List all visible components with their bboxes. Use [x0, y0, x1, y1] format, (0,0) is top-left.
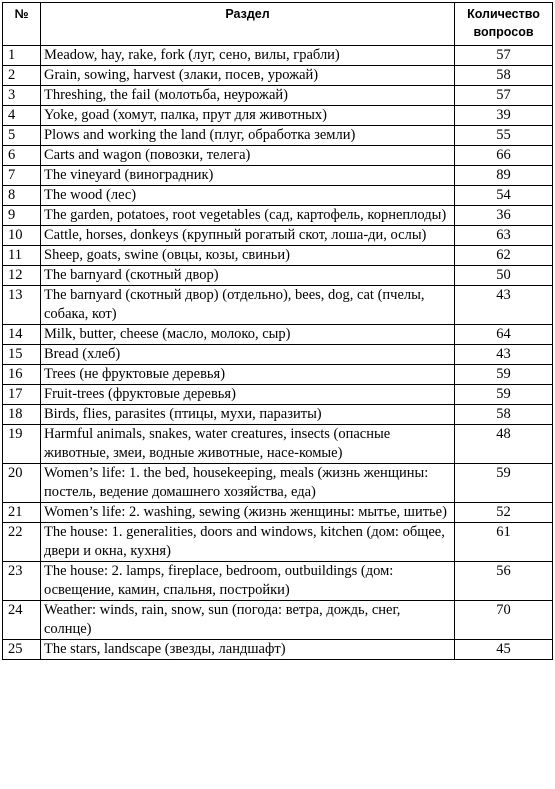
- table-row: [3, 166, 553, 186]
- table-row: [3, 640, 553, 660]
- row-question-count: 48: [455, 425, 553, 464]
- row-section-title: The barnyard (скотный двор) (отдельно), bees, dog, cat (пчелы, собака, кот): [41, 286, 455, 325]
- table-row: [3, 425, 553, 464]
- row-section-title: Fruit-trees (фруктовые деревья): [41, 385, 455, 405]
- table-row: [3, 286, 553, 325]
- row-section-title: Bread (хлеб): [41, 345, 455, 365]
- row-section-title: Yoke, goad (хомут, палка, прут для животных): [41, 106, 455, 126]
- header-count-line2: вопросов: [473, 25, 534, 39]
- row-question-count: 70: [455, 601, 553, 640]
- table-row: [3, 66, 553, 86]
- row-section-title: Trees (не фруктовые деревья): [41, 365, 455, 385]
- table-row: [3, 503, 553, 523]
- row-number: 17: [3, 385, 41, 405]
- row-number: 9: [3, 206, 41, 226]
- row-question-count: 63: [455, 226, 553, 246]
- row-section-title: Harmful animals, snakes, water creatures, insects (опасные животные, змеи, водные животные, насе-комые): [41, 425, 455, 464]
- table-row: [3, 126, 553, 146]
- row-number: 19: [3, 425, 41, 464]
- row-question-count: 56: [455, 562, 553, 601]
- row-question-count: 89: [455, 166, 553, 186]
- row-section-title: The vineyard (виноградник): [41, 166, 455, 186]
- table-row: [3, 146, 553, 166]
- row-number: 5: [3, 126, 41, 146]
- header-number: №: [3, 3, 41, 46]
- row-question-count: 58: [455, 405, 553, 425]
- row-number: 15: [3, 345, 41, 365]
- row-question-count: 59: [455, 385, 553, 405]
- row-question-count: 58: [455, 66, 553, 86]
- row-section-title: Milk, butter, cheese (масло, молоко, сыр): [41, 325, 455, 345]
- table-row: [3, 601, 553, 640]
- row-question-count: 66: [455, 146, 553, 166]
- row-number: 24: [3, 601, 41, 640]
- table-row: [3, 106, 553, 126]
- table-row: [3, 226, 553, 246]
- row-number: 1: [3, 46, 41, 66]
- row-section-title: Threshing, the fail (молотьба, неурожай): [41, 86, 455, 106]
- row-section-title: Weather: winds, rain, snow, sun (погода: ветра, дождь, снег, солнце): [41, 601, 455, 640]
- table-row: [3, 464, 553, 503]
- table-body: [3, 46, 553, 660]
- row-question-count: 43: [455, 345, 553, 365]
- table-row: [3, 266, 553, 286]
- row-section-title: Grain, sowing, harvest (злаки, посев, урожай): [41, 66, 455, 86]
- row-question-count: 61: [455, 523, 553, 562]
- row-number: 7: [3, 166, 41, 186]
- row-question-count: 64: [455, 325, 553, 345]
- row-number: 14: [3, 325, 41, 345]
- row-number: 21: [3, 503, 41, 523]
- row-number: 11: [3, 246, 41, 266]
- row-question-count: 52: [455, 503, 553, 523]
- row-question-count: 59: [455, 365, 553, 385]
- row-number: 22: [3, 523, 41, 562]
- row-number: 16: [3, 365, 41, 385]
- table-header-row: [3, 3, 553, 46]
- row-question-count: 39: [455, 106, 553, 126]
- row-section-title: The house: 1. generalities, doors and windows, kitchen (дом: общее, двери и окна, кухня): [41, 523, 455, 562]
- table-row: [3, 385, 553, 405]
- row-number: 23: [3, 562, 41, 601]
- row-section-title: Women’s life: 1. the bed, housekeeping, meals (жизнь женщины: постель, ведение домашнего хозяйства, еда): [41, 464, 455, 503]
- row-number: 25: [3, 640, 41, 660]
- row-section-title: Women’s life: 2. washing, sewing (жизнь женщины: мытье, шитье): [41, 503, 455, 523]
- row-question-count: 62: [455, 246, 553, 266]
- table-row: [3, 325, 553, 345]
- header-count-line1: Количество: [467, 7, 540, 21]
- table-row: [3, 365, 553, 385]
- header-count: [455, 3, 553, 46]
- row-number: 4: [3, 106, 41, 126]
- row-number: 2: [3, 66, 41, 86]
- table-row: [3, 345, 553, 365]
- table-row: [3, 86, 553, 106]
- row-question-count: 45: [455, 640, 553, 660]
- row-number: 6: [3, 146, 41, 166]
- row-question-count: 36: [455, 206, 553, 226]
- row-section-title: The house: 2. lamps, fireplace, bedroom, outbuildings (дом: освещение, камин, спальня, постройки): [41, 562, 455, 601]
- row-section-title: Meadow, hay, rake, fork (луг, сено, вилы, грабли): [41, 46, 455, 66]
- row-number: 10: [3, 226, 41, 246]
- row-number: 12: [3, 266, 41, 286]
- row-question-count: 55: [455, 126, 553, 146]
- header-section: Раздел: [41, 3, 455, 46]
- row-question-count: 57: [455, 46, 553, 66]
- row-question-count: 57: [455, 86, 553, 106]
- row-number: 20: [3, 464, 41, 503]
- row-number: 18: [3, 405, 41, 425]
- row-section-title: The stars, landscape (звезды, ландшафт): [41, 640, 455, 660]
- table-row: [3, 562, 553, 601]
- row-section-title: The wood (лес): [41, 186, 455, 206]
- row-section-title: Birds, flies, parasites (птицы, мухи, паразиты): [41, 405, 455, 425]
- table-row: [3, 46, 553, 66]
- row-question-count: 59: [455, 464, 553, 503]
- row-section-title: Carts and wagon (повозки, телега): [41, 146, 455, 166]
- table-row: [3, 246, 553, 266]
- sections-table: [2, 2, 553, 660]
- row-number: 13: [3, 286, 41, 325]
- row-question-count: 43: [455, 286, 553, 325]
- row-section-title: The barnyard (скотный двор): [41, 266, 455, 286]
- table-row: [3, 405, 553, 425]
- table-row: [3, 186, 553, 206]
- row-section-title: Cattle, horses, donkeys (крупный рогатый скот, лоша-ди, ослы): [41, 226, 455, 246]
- row-section-title: The garden, potatoes, root vegetables (сад, картофель, корнеплоды): [41, 206, 455, 226]
- row-number: 8: [3, 186, 41, 206]
- row-question-count: 50: [455, 266, 553, 286]
- row-section-title: Sheep, goats, swine (овцы, козы, свиньи): [41, 246, 455, 266]
- table-row: [3, 523, 553, 562]
- table-row: [3, 206, 553, 226]
- row-number: 3: [3, 86, 41, 106]
- row-section-title: Plows and working the land (плуг, обработка земли): [41, 126, 455, 146]
- row-question-count: 54: [455, 186, 553, 206]
